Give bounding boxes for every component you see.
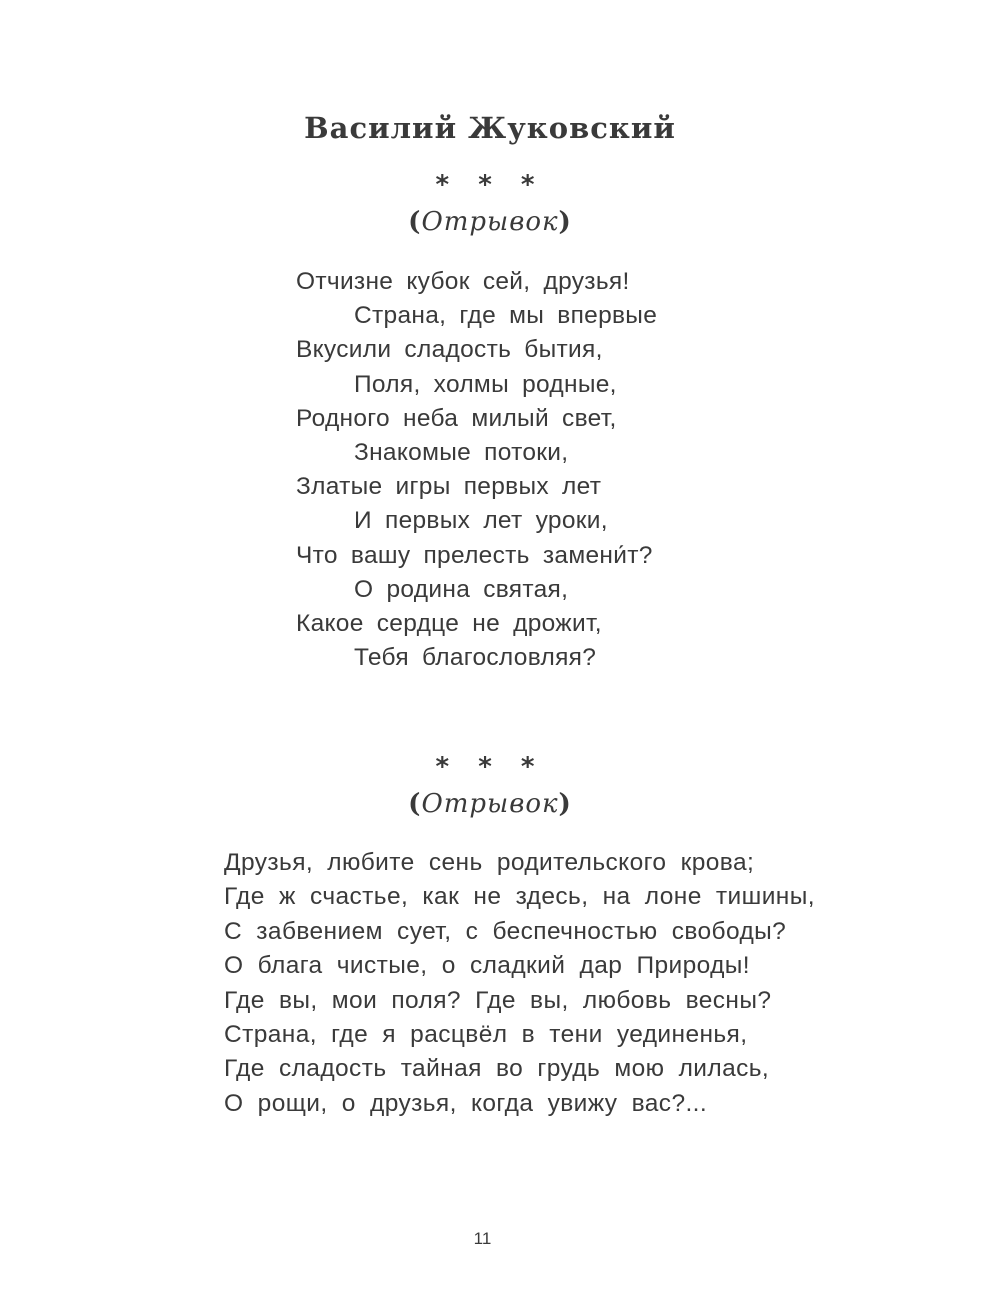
poem-line: Где сладость тайная во грудь мою лилась, xyxy=(224,1055,770,1083)
poem-line: Что вашу прелесть замени́т? xyxy=(296,541,653,569)
poem-line: Златые игры первых лет xyxy=(296,473,602,501)
subtitle-1 xyxy=(0,204,980,240)
poem-line: О блага чистые, о сладкий дар Природы! xyxy=(224,952,751,980)
subtitle-2-open-paren: ( xyxy=(408,789,422,819)
poem-line: Отчизне кубок сей, друзья! xyxy=(296,268,630,295)
poem-line: О родина святая, xyxy=(354,575,569,603)
subtitle-1-close-paren: ) xyxy=(558,207,572,237)
poem-2 xyxy=(224,846,815,1121)
poem-line: Поля, холмы родные, xyxy=(354,370,617,398)
author-name: Василий Жуковский xyxy=(304,111,676,145)
subtitle-1-open-paren: ( xyxy=(408,207,422,237)
poem-line: Вкусили сладость бытия, xyxy=(296,336,603,364)
poem-line: Тебя благословляя? xyxy=(354,644,597,672)
subtitle-2-close-paren: ) xyxy=(558,789,572,819)
poem-line: Страна, где я расцвёл в тени уединенья, xyxy=(224,1020,748,1048)
stars-divider-1: * * * xyxy=(435,170,545,200)
subtitle-2-text: Отрывок xyxy=(421,789,559,819)
poem-line: Знакомые потоки, xyxy=(354,438,569,466)
poem-line: О рощи, о друзья, когда увижу вас?... xyxy=(224,1089,708,1117)
poem-1 xyxy=(296,265,657,675)
page-number: 11 xyxy=(473,1229,492,1248)
poem-line: Друзья, любите сень родительского крова; xyxy=(224,849,755,876)
subtitle-1-text: Отрывок xyxy=(421,207,559,237)
poem-line: И первых лет уроки, xyxy=(354,507,608,535)
poem-line: Родного неба милый свет, xyxy=(296,404,617,432)
poem-line: Где вы, мои поля? Где вы, любовь весны? xyxy=(224,986,772,1014)
subtitle-2 xyxy=(0,786,980,822)
poem-line: С забвением сует, с беспечностью свободы? xyxy=(224,917,787,945)
poem-line: Где ж счастье, как не здесь, на лоне тишины, xyxy=(224,883,815,911)
poem-line: Какое сердце не дрожит, xyxy=(296,609,602,637)
stars-divider-2: * * * xyxy=(435,752,545,782)
poem-line: Страна, где мы впервые xyxy=(354,302,658,330)
